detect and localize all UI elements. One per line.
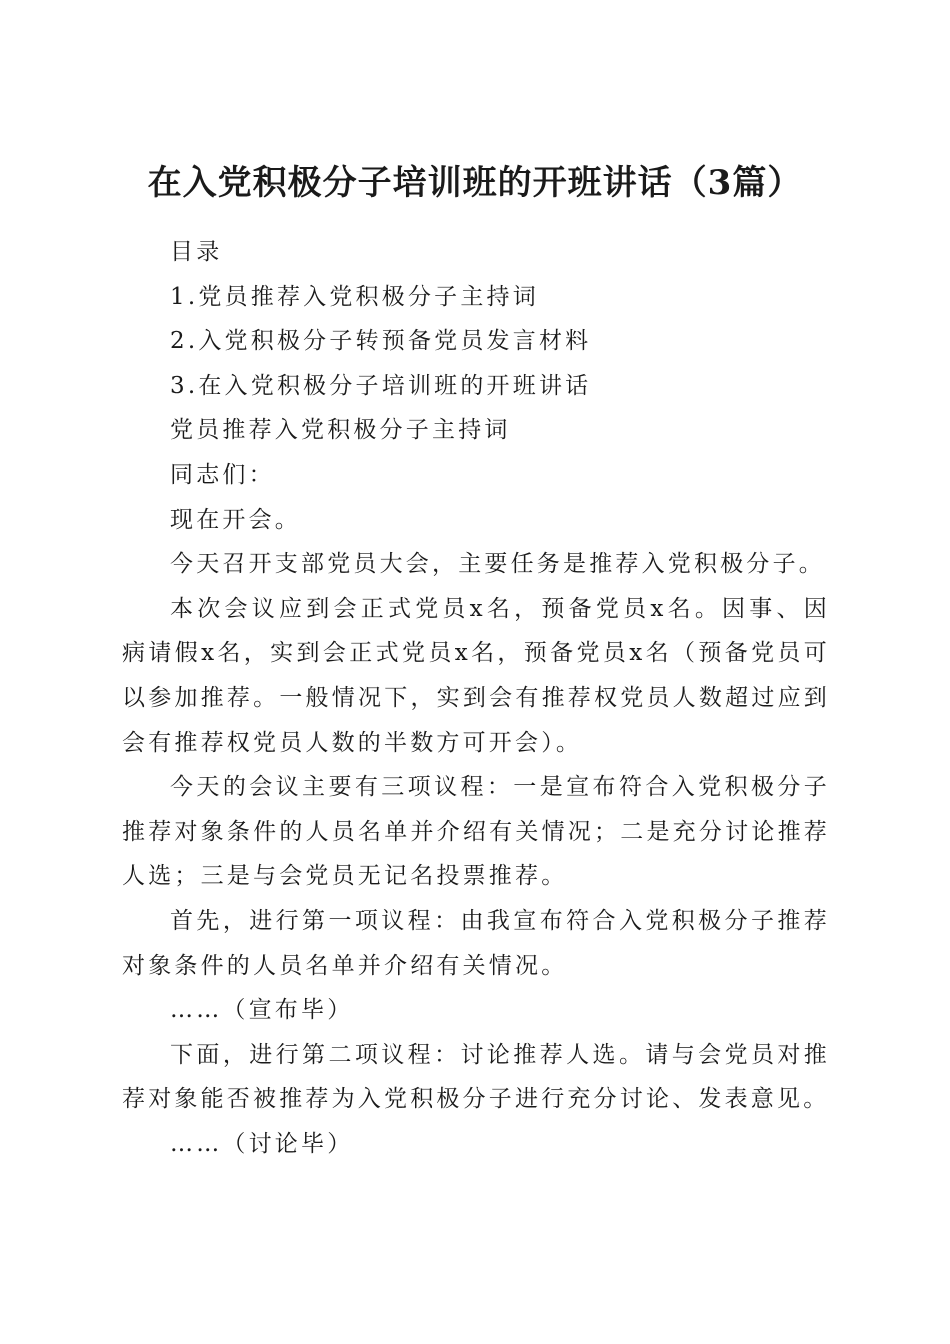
paragraph-attendance: 本次会议应到会正式党员x名，预备党员x名。因事、因病请假x名，实到会正式党员x名，预备党员x名（预备党员可以参加推荐。一般情况下，实到会有推荐权党员人数超过应到会有推荐权党员人数的半数方可开会）。 (122, 595, 830, 756)
paragraph-agenda: 今天的会议主要有三项议程：一是宣布符合入党积极分子推荐对象条件的人员名单并介绍有关情况；二是充分讨论推荐人选；三是与会党员无记名投票推荐。 (122, 774, 830, 890)
paragraph-agenda-item-2: 下面，进行第二项议程：讨论推荐人选。请与会党员对推荐对象能否被推荐为入党积极分子进行充分讨论、发表意见。 (122, 1041, 830, 1113)
paragraph-agenda-item-1: 首先，进行第一项议程：由我宣布符合入党积极分子推荐对象条件的人员名单并介绍有关情况。 (122, 907, 830, 979)
section-heading: 党员推荐入党积极分子主持词 (170, 417, 511, 444)
paragraph-meeting-purpose: 今天召开支部党员大会，主要任务是推荐入党积极分子。 (170, 551, 825, 578)
salutation: 同志们： (170, 461, 275, 488)
paragraph-discussion-done: ……（讨论毕） (170, 1130, 354, 1157)
toc-item-2: 2.入党积极分子转预备党员发言材料 (170, 328, 592, 355)
toc-item-1: 1.党员推荐入党积极分子主持词 (170, 283, 539, 310)
toc-item-3: 3.在入党积极分子培训班的开班讲话 (170, 372, 592, 399)
document-body (122, 230, 830, 1166)
paragraph-open-meeting: 现在开会。 (170, 506, 301, 533)
toc-heading: 目录 (170, 239, 223, 265)
document-title: 在入党积极分子培训班的开班讲话（3篇） (147, 162, 803, 203)
paragraph-announcement-done: ……（宣布毕） (170, 997, 354, 1024)
